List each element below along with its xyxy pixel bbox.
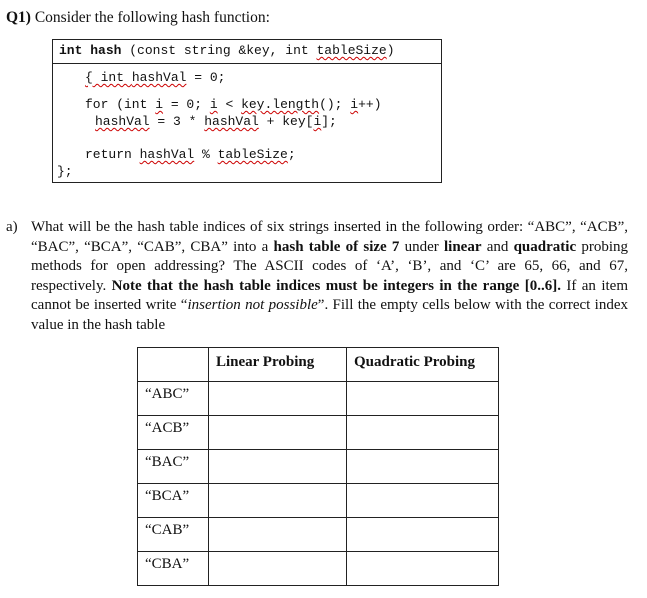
code-box <box>52 39 442 183</box>
header-quadratic-probing: Quadratic Probing <box>347 348 499 382</box>
part-a-label: a) <box>6 219 18 235</box>
quadratic-cell[interactable] <box>347 382 499 416</box>
table-row <box>138 450 499 484</box>
quadratic-cell[interactable] <box>347 552 499 586</box>
linear-cell[interactable] <box>209 382 347 416</box>
hash-table <box>137 347 499 586</box>
table-header-row <box>138 348 499 382</box>
question-title <box>6 9 270 27</box>
linear-cell[interactable] <box>209 416 347 450</box>
table-row <box>138 518 499 552</box>
row-label: “BCA” <box>138 484 209 518</box>
linear-cell[interactable] <box>209 552 347 586</box>
linear-cell[interactable] <box>209 450 347 484</box>
quadratic-cell[interactable] <box>347 416 499 450</box>
code-line-6: }; <box>57 164 73 179</box>
quadratic-cell[interactable] <box>347 450 499 484</box>
code-line-5: return hashVal % tableSize; <box>85 147 296 162</box>
quadratic-cell[interactable] <box>347 518 499 552</box>
table-row <box>138 484 499 518</box>
part-a-text: What will be the hash table indices of six strings inserted in the following order: “ABC”, “ACB”, “BAC”, “BCA”, “CAB”, CBA” into a hash table of size 7 under linear and quadratic probing methods for open addressing? The ASCII codes of ‘A’, ‘B’, and ‘C’ are 65, 66, and 67, respectively. Note that the hash table indices must be integers in the range [0..6]. If an item cannot be inserted write “insertion not possible”. Fill the empty cells below with the correct index value in the hash table <box>31 219 628 333</box>
row-label: “ABC” <box>138 382 209 416</box>
table-row <box>138 552 499 586</box>
quadratic-cell[interactable] <box>347 484 499 518</box>
linear-cell[interactable] <box>209 518 347 552</box>
row-label: “CBA” <box>138 552 209 586</box>
code-line-2: { int hashVal = 0; <box>85 70 226 85</box>
row-label: “BAC” <box>138 450 209 484</box>
code-line-1: int hash (const string &key, int tableSize) <box>59 43 395 58</box>
question-number: Q1) <box>6 9 31 26</box>
question-prompt: Consider the following hash function: <box>34 9 270 26</box>
code-line-3: for (int i = 0; i < key.length(); i++) <box>85 97 382 112</box>
code-function-name: hash <box>90 43 122 58</box>
row-label: “CAB” <box>138 518 209 552</box>
linear-cell[interactable] <box>209 484 347 518</box>
row-label: “ACB” <box>138 416 209 450</box>
code-keyword: int <box>59 43 83 58</box>
header-empty <box>138 348 209 382</box>
table-row <box>138 382 499 416</box>
table-row <box>138 416 499 450</box>
header-linear-probing: Linear Probing <box>209 348 347 382</box>
code-line-4: hashVal = 3 * hashVal + key[i]; <box>95 114 337 129</box>
